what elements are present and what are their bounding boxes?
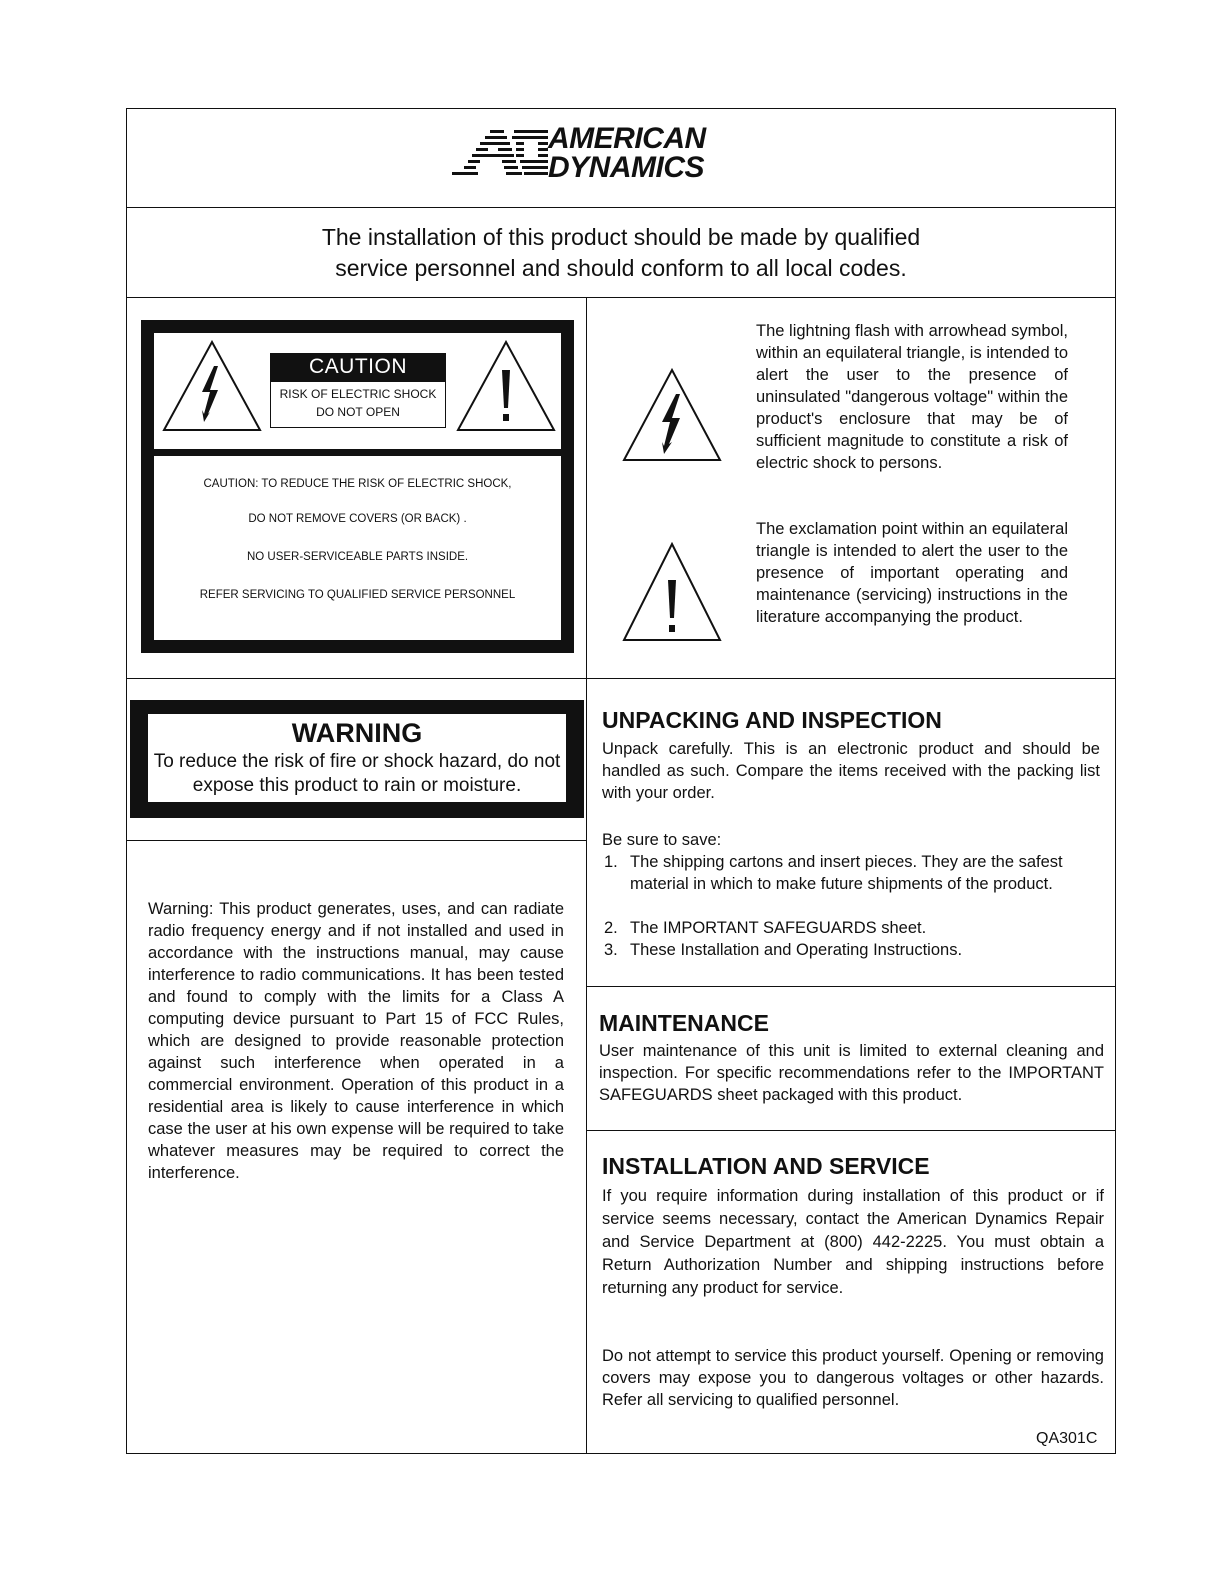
unpacking-heading: UNPACKING AND INSPECTION <box>602 707 942 733</box>
list-item: These Installation and Operating Instructions. <box>630 941 963 959</box>
company-logo <box>450 124 780 188</box>
exclamation-explanation: The exclamation point within an equilateral triangle is intended to alert the user to the presence of important operating and maintenance (servicing) instructions in the literature accompanying the product. <box>756 520 1068 626</box>
warning-title: WARNING <box>291 718 423 748</box>
installation-heading: INSTALLATION AND SERVICE <box>602 1153 930 1179</box>
installation-note-line2: service personnel and should conform to all local codes. <box>335 255 907 281</box>
divider <box>586 986 1116 987</box>
list-item-number: 3. <box>604 941 618 959</box>
lightning-explanation: The lightning flash with arrowhead symbol, within an equilateral triangle, is intended to alert the user to the presence of uninsulated "dangerous voltage" within the product's enclosure that may be of sufficient magnitude to constitute a risk of electric shock to persons. <box>756 322 1068 472</box>
caution-line: CAUTION: TO REDUCE THE RISK OF ELECTRIC SHOCK, <box>203 478 512 490</box>
list-item: The IMPORTANT SAFEGUARDS sheet. <box>630 919 927 937</box>
fcc-warning: Warning: This product generates, uses, and can radiate radio frequency energy and if not installed and used in accordance with the instructions manual, may cause interference to radio communications. It has been tested and found to comply with the limits for a Class A computing device pursuant to Part 15 of FCC Rules, which are designed to provide reasonable protection against such interference when operated in a commercial environment. Operation of this product in a residential area is likely to cause interference in which case the user at his own expense will be required to take whatever measures may be required to correct the interference. <box>148 900 564 1182</box>
list-item-number: 1. <box>604 853 618 871</box>
divider <box>586 297 587 1454</box>
logo-wordmark <box>548 124 706 182</box>
caution-heading: CAUTION <box>270 353 446 381</box>
exclamation-triangle-icon <box>456 340 556 432</box>
caution-subtext <box>270 381 446 428</box>
divider <box>586 1130 1116 1131</box>
warning-text: To reduce the risk of fire or shock hazard, do not expose this product to rain or moisture. <box>153 751 561 796</box>
document-code: QA301C <box>1036 1430 1098 1447</box>
caution-line: NO USER-SERVICEABLE PARTS INSIDE. <box>246 551 469 563</box>
maintenance-text: User maintenance of this unit is limited to external cleaning and inspection. For specific recommendations refer to the IMPORTANT SAFEGUARDS sheet packaged with this product. <box>599 1042 1104 1104</box>
logo-line2: DYNAMICS <box>548 151 705 184</box>
caution-line: DO NOT REMOVE COVERS (OR BACK) . <box>248 513 467 525</box>
divider <box>126 678 1116 679</box>
divider <box>126 297 1116 298</box>
caution-line: REFER SERVICING TO QUALIFIED SERVICE PERSONNEL <box>199 589 516 601</box>
installation-text: If you require information during installation of this product or if service seems necessary, contact the American Dynamics Repair and Service Department at (800) 442-2225. You must obtain a Return Authorization Number and shipping instructions before returning any product for service. <box>602 1187 1104 1297</box>
installation-note <box>126 222 1116 284</box>
list-item: The shipping cartons and insert pieces. They are the safest material in which to make future shipments of the product. <box>630 853 1063 893</box>
divider <box>126 840 586 841</box>
save-intro: Be sure to save: <box>602 831 722 849</box>
list-item-number: 2. <box>604 919 618 937</box>
maintenance-heading: MAINTENANCE <box>599 1010 769 1036</box>
exclamation-triangle-icon <box>622 542 722 642</box>
ad-logo-icon <box>450 126 550 186</box>
divider <box>126 207 1116 208</box>
lightning-triangle-icon <box>162 340 262 432</box>
caution-sub1: RISK OF ELECTRIC SHOCK <box>279 387 437 401</box>
unpacking-text: Unpack carefully. This is an electronic product and should be handled as such. Compare the items received with the packing list with your order. <box>602 740 1100 802</box>
logo-line1: AMERICAN <box>548 122 706 155</box>
installation-warning-text: Do not attempt to service this product yourself. Opening or removing covers may expose you to dangerous voltages or other hazards. Refer all servicing to qualified personnel. <box>602 1347 1104 1409</box>
caution-sub2: DO NOT OPEN <box>316 405 400 419</box>
lightning-triangle-icon <box>622 368 722 462</box>
installation-note-line1: The installation of this product should be made by qualified <box>321 224 921 250</box>
